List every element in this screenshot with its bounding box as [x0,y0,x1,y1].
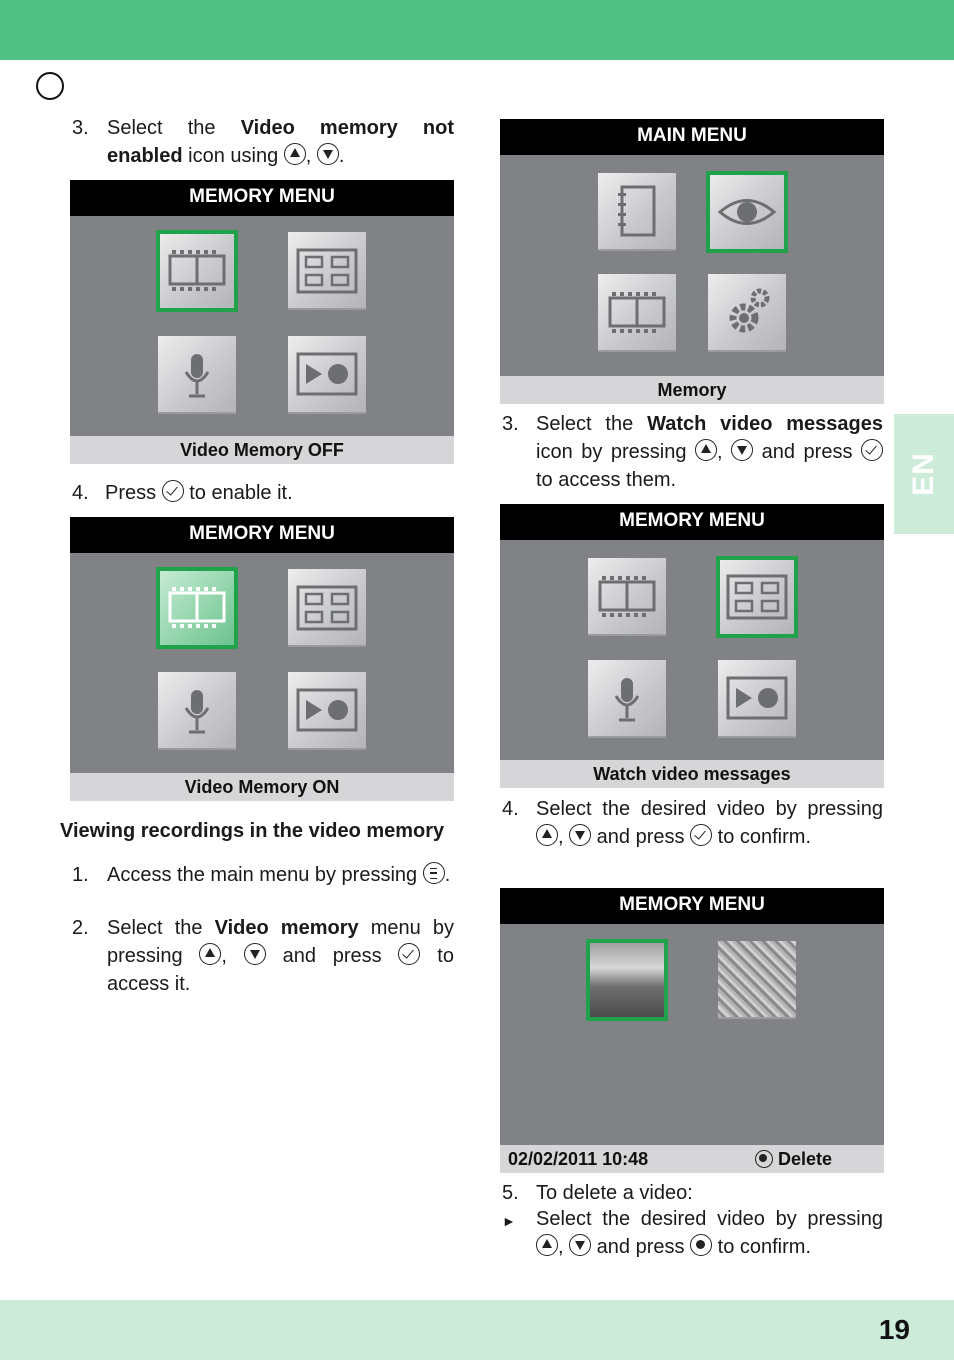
watch-video-messages-tile[interactable] [288,569,366,647]
screen-header: MEMORY MENU [70,180,454,216]
corner-circle-mark [36,72,64,100]
audio-memo-tile[interactable] [158,336,236,414]
left-step-2: 2. Select the Video memory menu by pressing , and press to access it. [72,917,454,995]
language-tab-label: EN [907,452,940,496]
up-arrow-icon [536,824,558,846]
right-step-3: 3. Select the Watch video messages icon by pressing , and press to access them. [502,413,883,491]
screen-header: MEMORY MENU [500,888,884,924]
video-memory-tile[interactable] [588,558,666,636]
watch-video-messages-tile[interactable] [288,232,366,310]
down-arrow-icon [569,1234,591,1256]
menu-button-icon [423,862,445,884]
record-video-tile[interactable] [288,672,366,750]
video-thumbnail-1[interactable] [588,941,666,1019]
memory-menu-screen-off [70,180,454,464]
video-memory-tile-enabled[interactable] [158,569,236,647]
video-memory-tile[interactable] [598,274,676,352]
screen-header: MEMORY MENU [70,517,454,553]
left-step-3: 3. Select the Video memory not enabled icon using , . [72,117,454,167]
ok-check-icon [690,824,712,846]
record-video-tile[interactable] [718,660,796,738]
memory-menu-screen-watch [500,504,884,788]
screen-footer: Video Memory OFF [70,436,454,464]
ok-check-icon [398,943,420,965]
section-title: Viewing recordings in the video memory [60,820,445,842]
bottom-color-band [0,1300,954,1360]
left-step-1: 1. Access the main menu by pressing . [72,864,451,886]
screen-footer: Memory [500,376,884,404]
watch-video-messages-tile[interactable] [718,558,796,636]
audio-memo-tile[interactable] [158,672,236,750]
page-number: 19 [878,1314,910,1345]
screen-header: MEMORY MENU [500,504,884,540]
screen-footer [500,1145,884,1173]
recording-timestamp: 02/02/2011 10:48 [508,1149,649,1169]
up-arrow-icon [199,943,221,965]
settings-tile[interactable] [708,274,786,352]
memory-tile[interactable] [708,173,786,251]
up-arrow-icon [536,1234,558,1256]
eye-button-icon [755,1150,773,1168]
down-arrow-icon [317,143,339,165]
up-arrow-icon [695,439,717,461]
screen-header: MAIN MENU [500,119,884,155]
up-arrow-icon [284,143,306,165]
left-step-4: 4. Press to enable it. [72,482,293,504]
ok-check-icon [162,480,184,502]
delete-hint: Delete [755,1145,832,1173]
eye-button-icon [690,1234,712,1256]
video-memory-tile[interactable] [158,232,236,310]
screen-footer: Video Memory ON [70,773,454,801]
down-arrow-icon [731,439,753,461]
video-thumbnail-2[interactable] [718,941,796,1019]
memory-menu-screen-videos [500,888,884,1173]
record-video-tile[interactable] [288,336,366,414]
bullet-arrow-icon: ► [502,1213,516,1229]
language-tab [894,414,954,534]
top-color-band [0,0,954,60]
main-menu-screen [500,119,884,404]
memory-menu-screen-on [70,517,454,801]
right-step-5: 5. To delete a video: [502,1182,693,1204]
directory-tile[interactable] [598,173,676,251]
ok-check-icon [861,439,883,461]
down-arrow-icon [244,943,266,965]
audio-memo-tile[interactable] [588,660,666,738]
screen-footer: Watch video messages [500,760,884,788]
right-bullet: ► Select the desired video by pressing , and press to confirm. [502,1208,883,1258]
right-step-4: 4. Select the desired video by pressing , and press to confirm. [502,798,883,848]
down-arrow-icon [569,824,591,846]
